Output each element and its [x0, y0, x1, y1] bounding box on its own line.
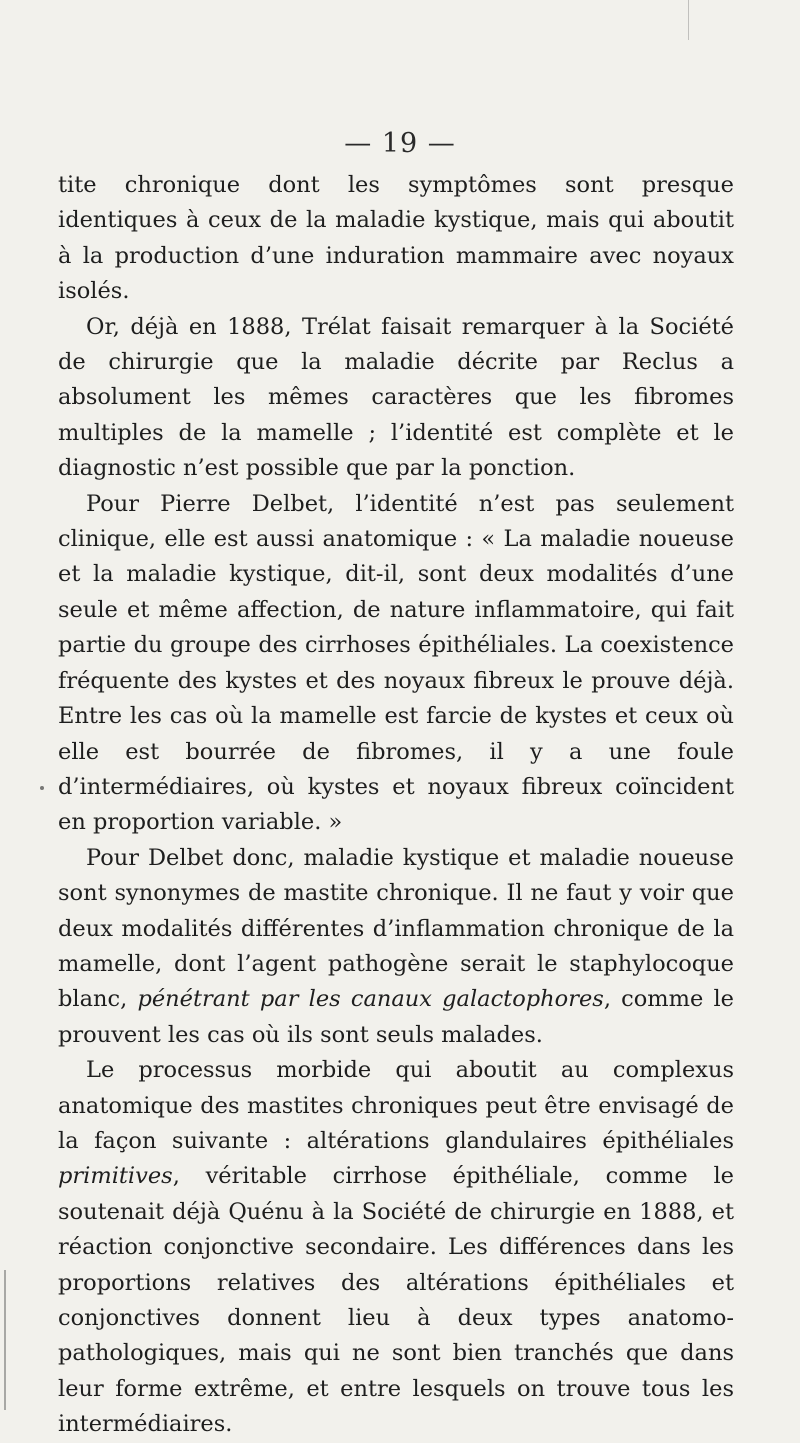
paragraph-3: Pour Pierre Delbet, l’identité n’est pas seulement clinique, elle est aussi anatomique : « La maladie noueuse et la maladie kystique, dit-il, sont deux modalités d’une seule et même affection, de nature inflammatoire, qui fait partie du groupe des cirrhoses épithéliales. La coexistence fréquente des kystes et des noyaux fibreux le prouve déjà. Entre les cas où la mamelle est farcie de kystes et ceux où elle est bourrée de fibromes, il y a une foule d’intermédiaires, où kystes et noyaux fibreux coïncident en proportion variable. » [58, 490, 734, 836]
paragraph-5-text-b: , véritable cirrhose épithéliale, comme le soutenait déjà Quénu à la Société de chirurgie en 1888, et réaction conjonctive secondaire. Les différences dans les proportions relatives des altérations épithéliales et conjonctives donnent lieu à deux types anatomo-pathologiques, mais qui ne sont bien tranchés que dans leur forme extrême, et entre lesquels on trouve tous les intermédiaires. [58, 1163, 734, 1438]
paragraph-4-italic: pénétrant par les canaux galactophores [137, 986, 604, 1013]
body-text [58, 168, 734, 1443]
paragraph-4-text-a: Pour Delbet donc, maladie kystique et maladie noueuse sont synonymes de mastite chronique. Il ne faut y voir que deux modalités différentes d’inflammation chronique de la mamelle, dont l’agent pathogène serait le staphylocoque blanc, [58, 844, 734, 1013]
paragraph-1: tite chronique dont les symptômes sont presque identiques à ceux de la maladie kystique, mais qui aboutit à la production d’une induration mammaire avec noyaux isolés. [58, 172, 734, 305]
page-edge-line [4, 1270, 6, 1410]
page-number: — 19 — [344, 128, 456, 159]
paragraph-4 [58, 841, 734, 1053]
margin-mark [40, 786, 44, 790]
paragraph-5 [58, 1053, 734, 1442]
paragraph-5-italic: primitives [58, 1163, 173, 1190]
paragraph-4-text-b: , comme le prouvent les cas où ils sont seuls malades. [58, 986, 734, 1048]
paragraph-2: Or, déjà en 1888, Trélat faisait remarquer à la Société de chirurgie que la maladie décrite par Reclus a absolument les mêmes caractères que les fibromes multiples de la mamelle ; l’identité est complète et le diagnostic n’est possible que par la ponction. [58, 313, 734, 482]
paragraph-5-text-a: Le processus morbide qui aboutit au complexus anatomique des mastites chroniques peut être envisagé de la façon suivante : altérations glandulaires épithéliales [58, 1057, 734, 1154]
scan-mark [688, 0, 689, 40]
